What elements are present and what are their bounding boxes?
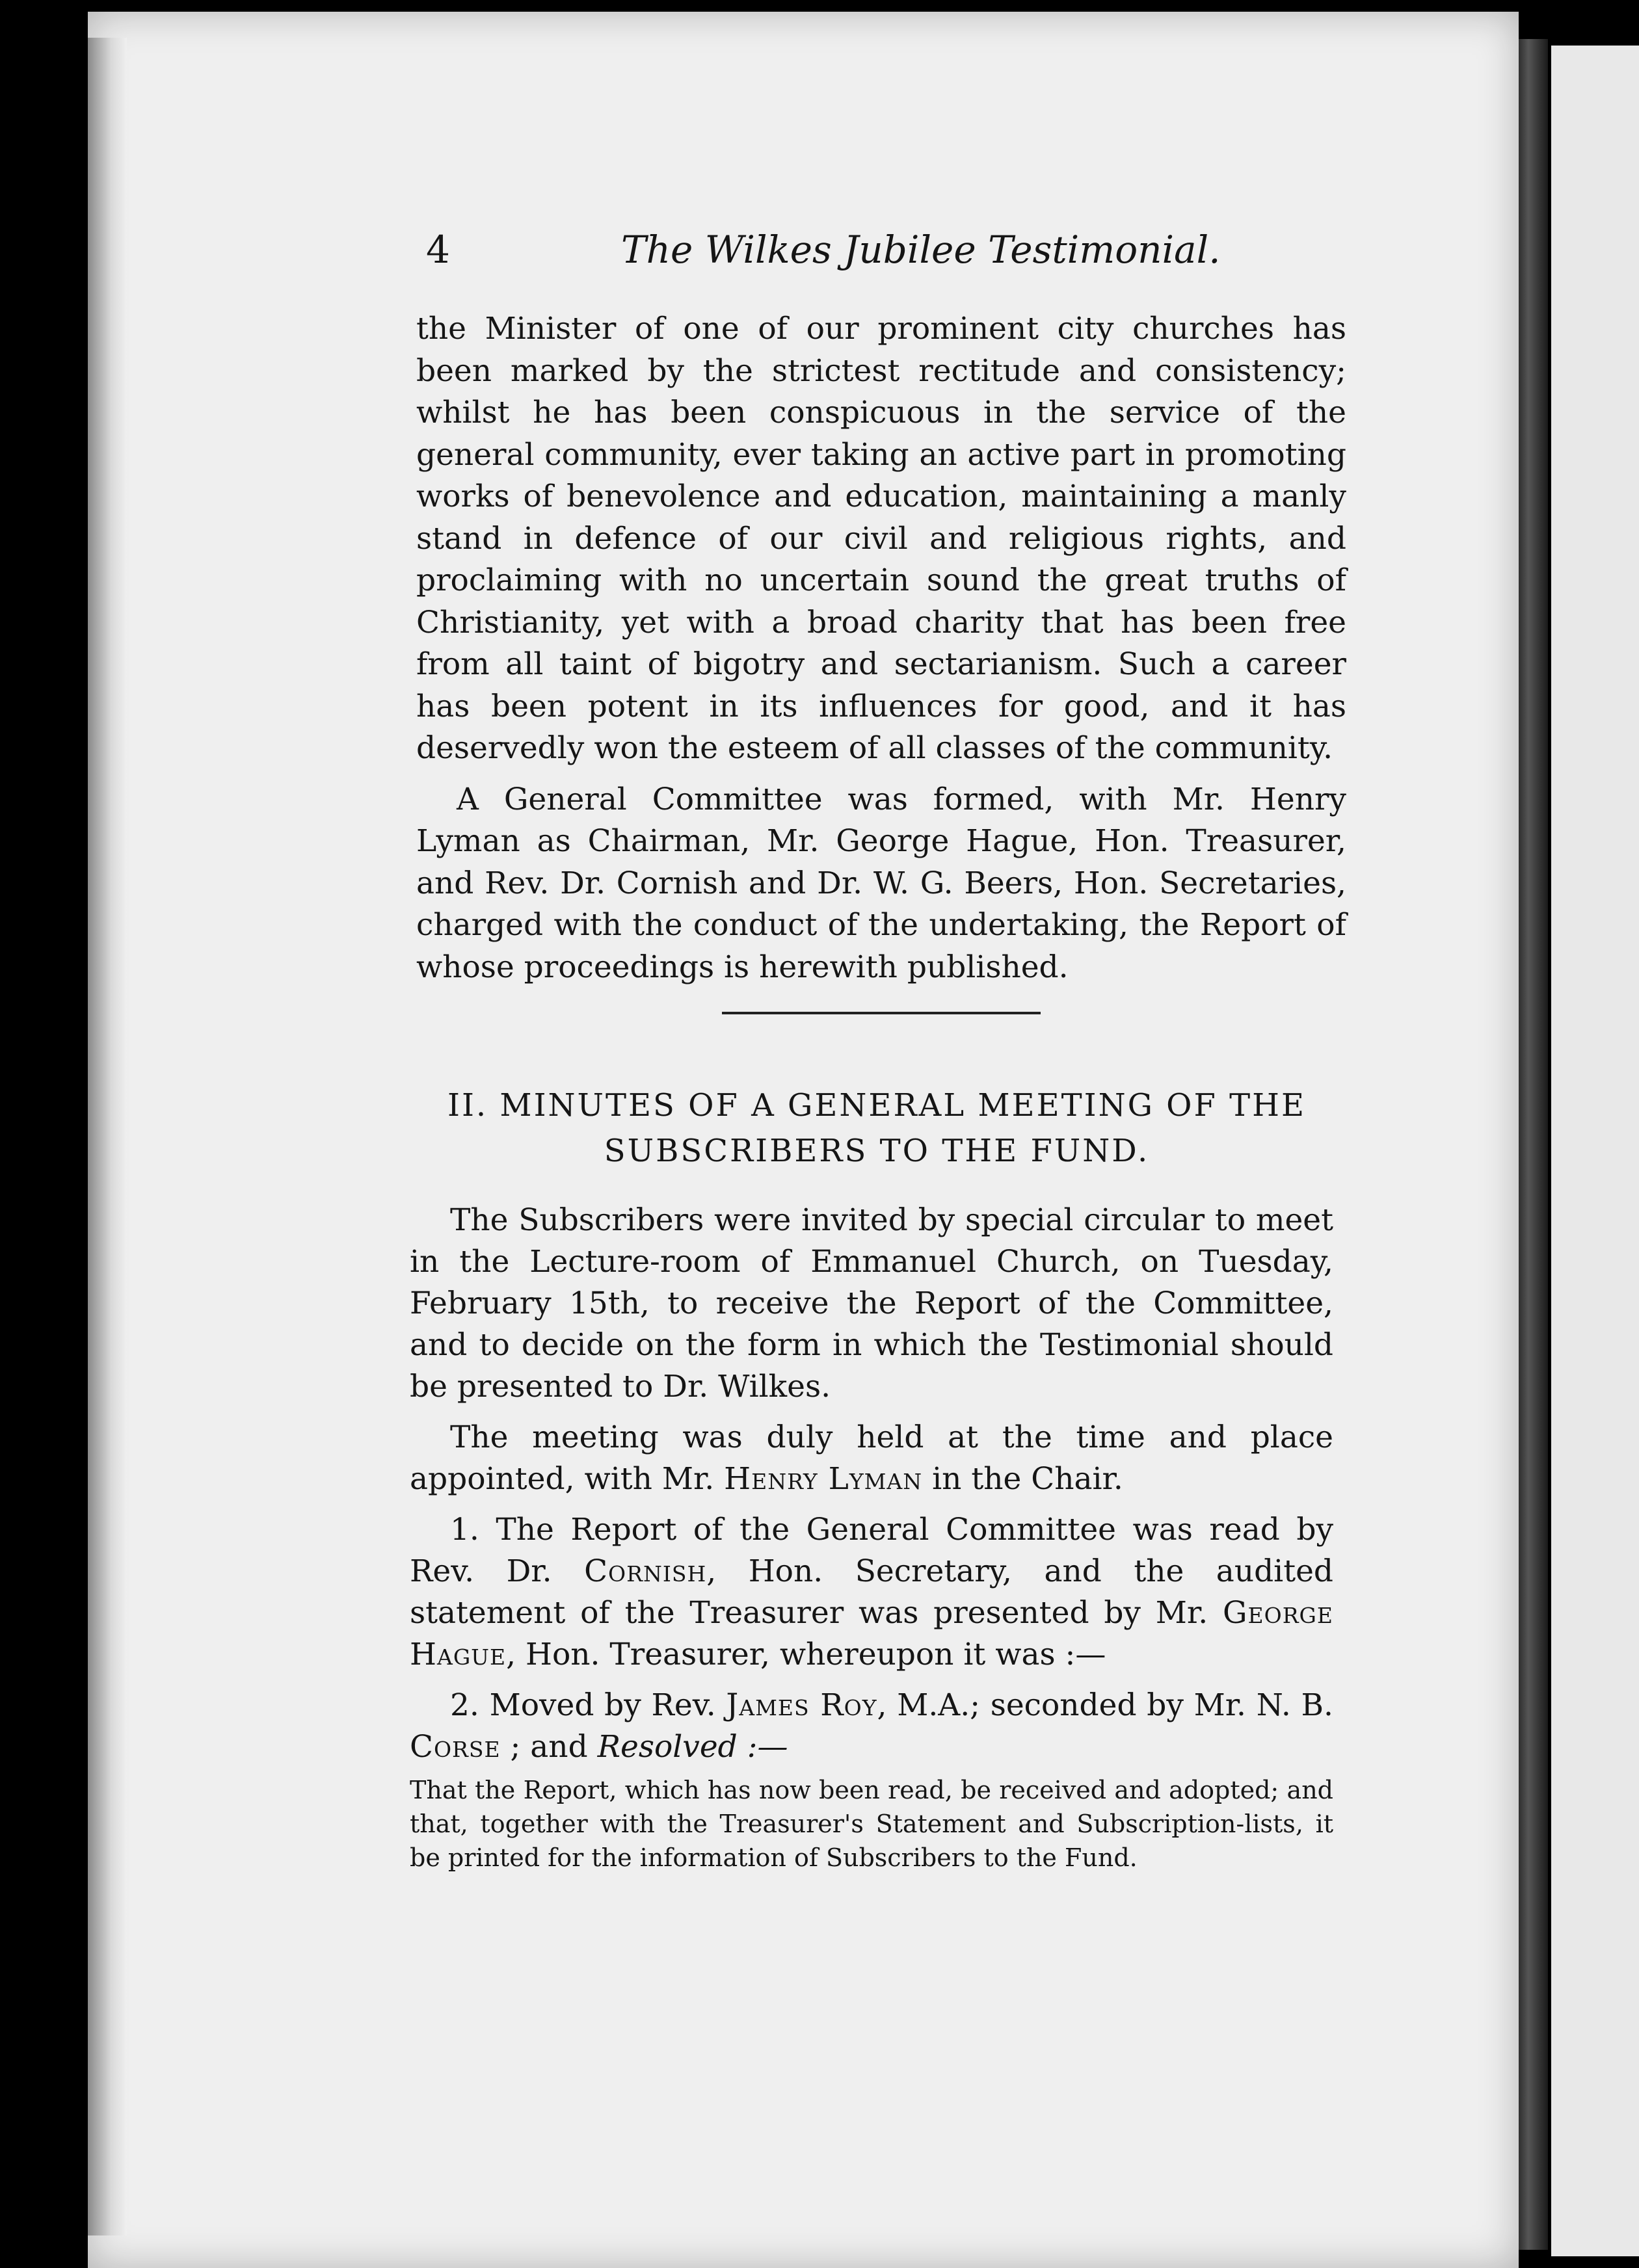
- text-span: , M.A.; seconded by Mr. N. B.: [877, 1687, 1333, 1723]
- page-number: 4: [426, 228, 450, 272]
- paragraph-meeting: [410, 1417, 1333, 1500]
- body-text-top: [416, 308, 1346, 988]
- name-henry-lyman: Henry Lyman: [724, 1461, 923, 1497]
- resolution-text: That the Report, which has now been read, be received and adopted; and that, together with the Treasurer's Statement and Subscription-lists, it be printed for the information of Subscribers to the Fund.: [410, 1776, 1333, 1872]
- running-title: The Wilkes Jubilee Testimonial.: [621, 228, 1221, 272]
- section-heading-line-1: II. MINUTES OF A GENERAL MEETING OF THE: [447, 1087, 1307, 1124]
- resolved-label: Resolved :—: [597, 1729, 788, 1765]
- adjacent-page-edge: [1551, 46, 1639, 2256]
- paragraph-item-1: [410, 1509, 1333, 1676]
- body-text-minutes: [410, 1200, 1333, 1875]
- text-span: 2. Moved by Rev.: [450, 1687, 716, 1723]
- paragraph-invitation: The Subscribers were invited by special circular to meet in the Lecture-room of Emmanuel Church, on Tuesday, February 15th, to receive the Report of the Committee, and to decide on the form in which the Testimonial should be presented to Dr. Wilkes.: [410, 1202, 1333, 1404]
- section-divider: [722, 1012, 1041, 1014]
- text-span: ; and: [510, 1729, 588, 1765]
- name-james-roy: James Roy: [726, 1687, 877, 1723]
- paragraph-continuation: the Minister of one of our prominent city churches has been marked by the strictest rectitude and consistency; whilst he has been conspicuous in the service of the general community, ever taking an active part in promoting works of benevolence and education, maintaining a manly stand in defence of our civil and religious rights, and proclaiming with no uncertain sound the great truths of Christianity, yet with a broad charity that has been free from all taint of bigotry and sectarianism. Such a career has been potent in its influences for good, and it has deservedly won the esteem of all classes of the community.: [416, 311, 1346, 766]
- section-heading-line-2: SUBSCRIBERS TO THE FUND.: [604, 1133, 1150, 1169]
- text-span: The meeting was duly held at the time and place appointed, with Mr.: [410, 1419, 1333, 1497]
- paragraph-item-2: [410, 1685, 1333, 1768]
- name-cornish: Cornish: [584, 1553, 707, 1589]
- name-george-hague: George Hague: [410, 1595, 1333, 1672]
- text-span: 1. The Report of the General Committee was read by Rev. Dr.: [410, 1512, 1333, 1589]
- paragraph-committee: A General Committee was formed, with Mr. Henry Lyman as Chairman, Mr. George Hague, Hon. Treasurer, and Rev. Dr. Cornish and Dr. W. G. Beers, Hon. Secretaries, charged with the conduct of the undertaking, the Report of whose proceedings is herewith published.: [416, 781, 1346, 985]
- text-span: , Hon. Treasurer, whereupon it was :—: [506, 1637, 1106, 1672]
- book-spine-edge: [1515, 39, 1548, 2250]
- section-heading: [415, 1083, 1339, 1174]
- name-corse: Corse: [410, 1729, 501, 1765]
- text-span: , Hon. Secretary, and the audited statement of the Treasurer was presented by Mr.: [410, 1553, 1334, 1631]
- text-span: in the Chair.: [932, 1461, 1123, 1497]
